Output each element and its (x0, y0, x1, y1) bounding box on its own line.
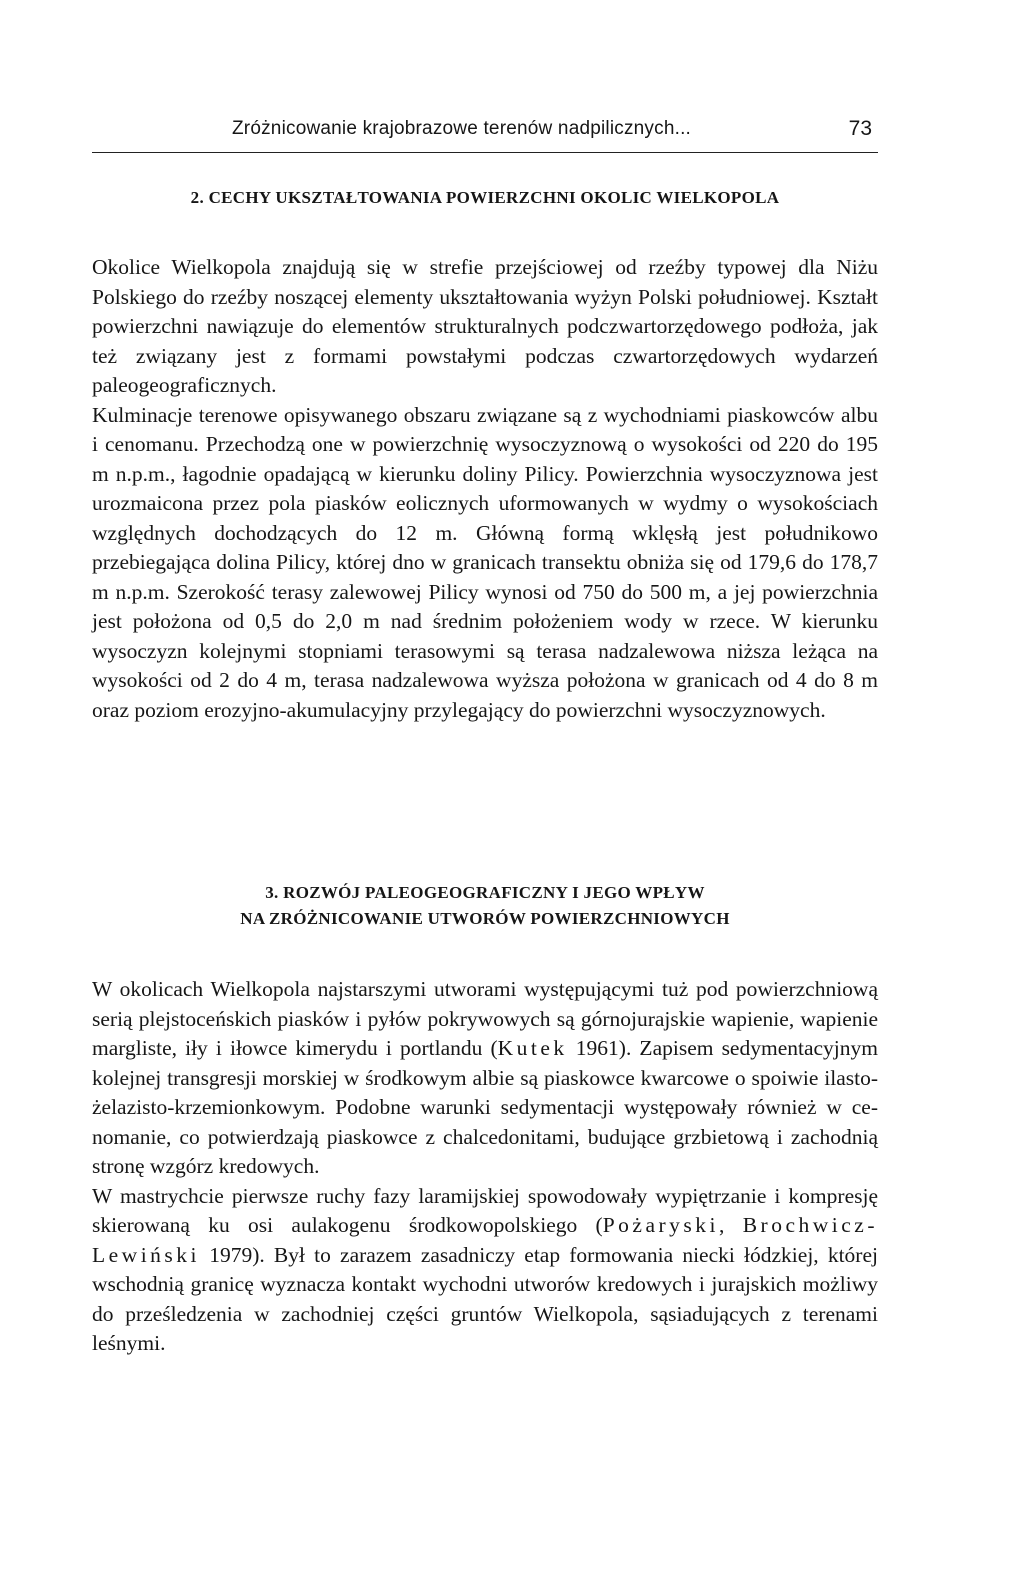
cited-author: Brochwicz-Lewiński (92, 1213, 878, 1267)
paragraph-text: W okolicach Wielkopola najstarszymi utworami występującymi tuż pod powierzchniową serią plejstoceńskich piasków i pyłów pokrywowych są górnojurajskie wapienie, wapienie margliste, iły i iłowce kimerydu i portlandu ( (92, 977, 878, 1060)
paragraph-text: W mastrychcie pierwsze ruchy fazy laramijskiej spowodowały wypiętrzanie i kompresję skierowaną ku osi aulakogenu środkowopolskiego ( (92, 1183, 878, 1237)
running-header (92, 116, 878, 153)
paragraph (92, 975, 878, 1182)
cited-author: Pożaryski (602, 1213, 720, 1237)
paragraph-text: 1961). Zapisem sedymentacyjnym kolejnej transgresji morskiej w środkowym albie są piaskowce kwarcowe o spoiwie ilasto-żelazisto-krzemionkowym. Podobne warunki sedymentacji występowały również w cenomanie, co potwierdzają piaskowce z chalcedonitami, budujące grzbietową i zachodnią stronę wzgórz kredowych. (92, 1036, 878, 1178)
section-3-heading (92, 880, 878, 932)
running-title: Zróżnicowanie krajobrazowe terenów nadpilicznych... (232, 118, 692, 139)
section-3-body (92, 975, 878, 1359)
paragraph-text: 1979). Był to zarazem zasadniczy etap formowania niecki łódzkiej, której wschodnią granicę wyznacza kontakt wychodni utworów kredowych i jurajskich możliwy do prześledzenia w zachodniej części gruntów Wielkopola, sąsiadujących z terenami leśnymi. (92, 1242, 878, 1355)
paragraph: Okolice Wielkopola znajdują się w strefie przejściowej od rzeźby typowej dla Niżu Polskiego do rzeźby noszącej elementy ukształtowania wyżyn Polski południowej. Kształt powierzchni nawiązuje do elementów strukturalnych podczwartorzędowego podłoża, jak też związany jest z formami powstałymi podczas czwartorzędowych wydarzeń paleogeograficznych. (92, 255, 878, 397)
citation-separator: , (719, 1213, 743, 1237)
paragraph: Kulminacje terenowe opisywanego obszaru związane są z wychodniami piaskowców albu i cenomanu. Przechodzą one w powierzchnię wysoczyznową o wysokości od 220 do 195 m n.p.m., łagodnie opadającą w kierunku doliny Pilicy. Powierzchnia wysoczyznowa jest urozmaicona przez pola piasków eolicznych uformowanych w wydmy o wysokościach względnych dochodzących do 12 m. Główną formą wklęsłą jest południkowo przebiegająca dolina Pilicy, której dno w granicach transektu obniża się od 179,6 do 178,7 m n.p.m. Szerokość terasy zalewowej Pilicy wynosi od 750 do 500 m, a jej powierzchnia jest położona od 0,5 do 2,0 m nad średnim położeniem wody w rzece. W kierunku wysoczyzn kolejnymi stopniami terasowymi są terasa nadzalewowa niższa leżąca na wysokości od 2 do 4 m, terasa nadzalewowa wyższa położona w granicach od 4 do 8 m oraz poziom erozyjno-akumulacyjny przylegający do powierzchni wysoczyznowych. (92, 402, 878, 722)
cited-author: Kutek (497, 1036, 568, 1060)
section-3-heading-line-1: 3. ROZWÓJ PALEOGEOGRAFICZNY I JEGO WPŁYW (265, 883, 705, 902)
paragraph (92, 1182, 878, 1359)
section-3-heading-line-2: NA ZRÓŻNICOWANIE UTWORÓW POWIERZCHNIOWYCH (240, 909, 730, 928)
page-number: 73 (848, 117, 872, 140)
section-2-heading: 2. CECHY UKSZTAŁTOWANIA POWIERZCHNI OKOLIC WIELKOPOLA (190, 188, 780, 207)
section-2-body (92, 253, 878, 725)
